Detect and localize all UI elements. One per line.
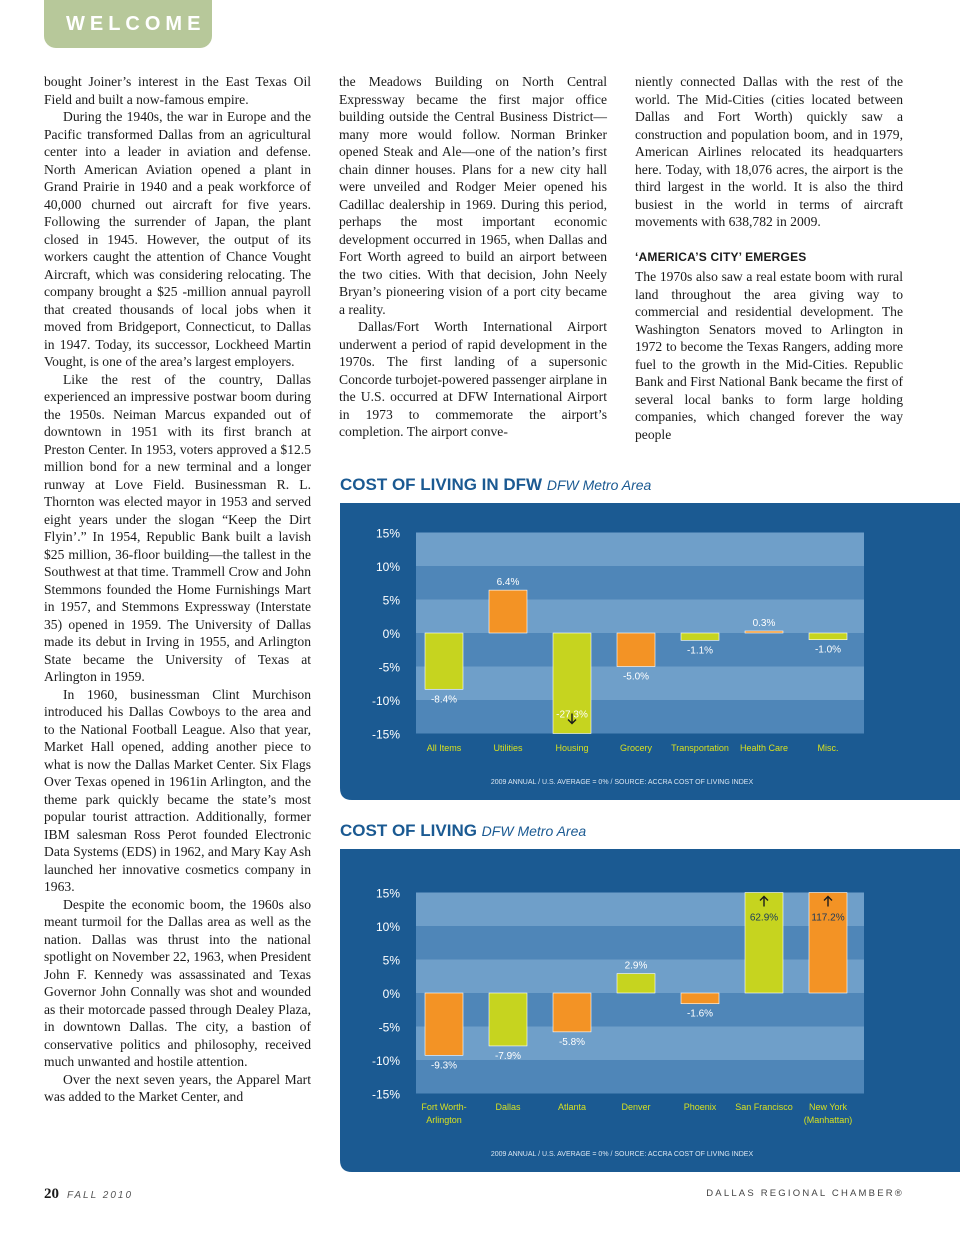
publication-name: DALLAS REGIONAL CHAMBER®	[706, 1188, 904, 1199]
paragraph: niently connected Dallas with the rest of the world. The Mid-Cities (cities located between Dallas and Fort Worth) quickly saw a construction and population boom, and in 1979, American Airlines relocated its headquarters here. Today, with 18,076 acres, the airport is the third largest in the world. It is also the third busiest in the world in terms of aircraft movements with 638,782 in 2009.	[635, 74, 903, 229]
data-label: 0.3%	[752, 617, 776, 629]
y-tick-label: 15%	[375, 886, 400, 901]
bar	[489, 993, 527, 1046]
section-title: WELCOME	[66, 13, 206, 35]
y-tick-label: -10%	[371, 1054, 400, 1068]
chart-svg	[340, 812, 960, 1172]
category-label: Grocery	[619, 743, 653, 753]
chart-title: COST OF LIVING IN DFW DFW Metro Area	[340, 475, 652, 494]
bar	[681, 993, 719, 1004]
grid-band	[416, 926, 864, 960]
bar	[681, 633, 719, 640]
category-label: Housing	[555, 743, 589, 753]
page-number: 20	[44, 1186, 59, 1202]
y-tick-label: -5%	[378, 660, 400, 675]
cost-of-living-dfw-chart	[340, 466, 960, 800]
data-label: -5.8%	[558, 1036, 586, 1048]
category-label: Utilities	[493, 743, 523, 753]
bar	[425, 993, 463, 1055]
bar	[489, 590, 527, 633]
category-label: New York (Manhattan)	[803, 1102, 853, 1125]
grid-band	[416, 1027, 864, 1061]
grid-band	[416, 533, 864, 567]
paragraph: the Meadows Building on North Central Expressway became the first major office building outside the Central Business District—many more would follow. Norman Brinker opened Steak and Ale—one of the nation’s first chain dinner houses. Plans for a new city hall were unveiled and Rodger Meier opened his Cadillac dealership in 1969. During this period, perhaps the most important economic development occurred in 1965, when Dallas and Fort Worth agreed to build an airport between the two cities. With that decision, John Neely Bryan’s pioneering vision of a port city became a reality.	[339, 74, 607, 317]
paragraph: During the 1940s, the war in Europe and the Pacific transformed Dallas from an agricultural center into a leader in aviation and defense. North American Aviation opened a plant in Grand Prairie in 1940 and a peak workforce of 40,000 churned out aircraft for five years. Following the surrender of Japan, the plant closed in 1945. However, the output of its workers caught the attention of Chance Vought Aircraft, which was considering relocating. The company brought a $25 -million annual payroll that created thousands of local jobs when it moved from Bridgeport, Connecticut, to Dallas in 1947. Today, its successor, Lockheed Martin Vought, is one of the area’s largest employers.	[44, 109, 311, 369]
paragraph: Dallas/Fort Worth International Airport underwent a period of rapid development in the 1970s. The first landing of a supersonic Concorde turbojet-powered passenger airplane in the U.S. occurred at DFW International Airport in 1973 to commemorate the airport’s completion. The airport conve-	[339, 319, 607, 439]
data-label: -8.4%	[430, 694, 458, 706]
grid-band	[416, 700, 864, 734]
y-tick-label: 0%	[382, 987, 400, 1001]
y-tick-label: 5%	[382, 593, 400, 608]
paragraph: bought Joiner’s interest in the East Texas Oil Field and built a now-famous empire.	[44, 74, 311, 107]
y-tick-label: 15%	[375, 526, 400, 541]
paragraph: Like the rest of the country, Dallas experienced an impressive postwar boom during the 1950s. Neiman Marcus expanded out of downtown in 1951 with its first branch at Preston Center. In 1953, voters approved a $12.5 million bond for a new terminal and a longer runway at Love Field. Businessman R. L. Thornton was elected mayor in 1953 and served eight years under the slogan “Keep the Dirt Flyin’.” In 1954, Republic Bank built a lavish $25 million, 36-floor building—the tallest in the Southwest at that time. Trammell Crow and John Stemmons founded the Home Furnishings Mart in 1957, and Stemmons Expressway (Interstate 35) opened in 1959. The University of Dallas made its debut in Irving in 1955, and Arlington State became the University of Texas at Arlington in 1959.	[44, 371, 311, 684]
category-label: San Francisco	[735, 1102, 793, 1112]
bar	[617, 974, 655, 993]
chart-svg	[340, 466, 960, 800]
bar	[745, 631, 783, 633]
data-label: -27.3%	[556, 709, 588, 721]
chart-subtitle: DFW Metro Area	[481, 823, 587, 839]
chart-source: 2009 ANNUAL / U.S. AVERAGE = 0% / SOURCE: ACCRA COST OF LIVING INDEX	[490, 1151, 754, 1158]
category-label: Misc.	[817, 743, 839, 753]
issue-label: FALL 2010	[67, 1190, 134, 1201]
bar	[809, 893, 847, 994]
bar	[617, 633, 655, 667]
bar	[809, 633, 847, 640]
paragraph: The 1970s also saw a real estate boom with rural land throughout the area giving way to commercial and residential development. The Washington Senators moved to Arlington in 1972 to become the Texas Rangers, adding more fuel to the growth in the Mid-Cities. Republic Bank and First National Bank became the first of several local banks to form large holding companies, which changed forever the way people	[635, 269, 903, 442]
category-label: Atlanta	[557, 1102, 587, 1112]
data-label: -1.0%	[814, 644, 842, 656]
data-label: 2.9%	[624, 960, 648, 972]
chart-source: 2009 ANNUAL / U.S. AVERAGE = 0% / SOURCE: ACCRA COST OF LIVING INDEX	[490, 779, 754, 786]
grid-band	[416, 893, 864, 927]
grid-band	[416, 993, 864, 1027]
y-tick-label: -5%	[378, 1020, 400, 1035]
paragraph: Over the next seven years, the Apparel Mart was added to the Market Center, and	[44, 1071, 311, 1104]
data-label: -9.3%	[430, 1060, 458, 1072]
category-label: Phoenix	[683, 1102, 717, 1112]
y-tick-label: 5%	[382, 953, 400, 968]
chart-title: COST OF LIVING DFW Metro Area	[340, 821, 587, 840]
y-tick-label: -15%	[371, 727, 400, 742]
data-label: -7.9%	[494, 1050, 522, 1062]
cost-of-living-cities-chart	[340, 812, 960, 1172]
article-column-1	[44, 73, 311, 1106]
y-tick-label: 0%	[382, 627, 400, 641]
footer-left	[44, 1185, 133, 1203]
paragraph: In 1960, businessman Clint Murchison introduced his Dallas Cowboys to the area and to the National Football League. Also that year, Market Hall opened, adding another piece to what is now the Dallas Market Center. Six Flags Over Texas opened in 1961in Arlington, and the theme park quickly became the state’s most popular tourist attraction. Additionally, former IBM salesman Ross Perot founded Electronic Data Systems (EDS) in 1962, and Mary Kay Ash launched her innovative cosmetics company in 1963.	[44, 686, 311, 894]
category-label: Health Care	[739, 743, 789, 753]
bar	[553, 993, 591, 1032]
chart-subtitle: DFW Metro Area	[546, 477, 652, 493]
data-label: -1.1%	[686, 645, 714, 657]
article-column-3	[635, 73, 903, 443]
article-column-2	[339, 73, 607, 441]
data-label: 117.2%	[811, 912, 845, 924]
grid-band	[416, 600, 864, 634]
bar	[425, 633, 463, 689]
section-tab	[44, 0, 212, 48]
section-subhead: ‘AMERICA’S CITY’ EMERGES	[635, 249, 807, 264]
data-label: -5.0%	[622, 671, 650, 683]
grid-band	[416, 566, 864, 600]
bar	[745, 893, 783, 994]
data-label: -1.6%	[686, 1008, 714, 1020]
data-label: 62.9%	[749, 912, 779, 924]
y-tick-label: 10%	[375, 560, 400, 574]
category-label: Denver	[621, 1102, 651, 1112]
y-tick-label: -15%	[371, 1087, 400, 1102]
data-label: 6.4%	[496, 577, 520, 589]
y-tick-label: -10%	[371, 694, 400, 708]
category-label: Fort Worth-Arlington	[421, 1102, 467, 1125]
category-label: Dallas	[495, 1102, 521, 1112]
paragraph: Despite the economic boom, the 1960s also meant turmoil for the Dallas area as well as the nation. Dallas was thrust into the national spotlight on November 22, 1963, when President John F. Kennedy was assassinated and Texas Governor John Connally was shot and wounded as their motorcade passed through Dealey Plaza, in downtown Dallas. The city, a bastion of conservative politics and philosophy, received much unwanted and hostile attention.	[44, 896, 311, 1069]
category-label: Transportation	[671, 743, 729, 753]
category-label: All Items	[426, 743, 462, 753]
grid-band	[416, 1060, 864, 1094]
y-tick-label: 10%	[375, 920, 400, 934]
